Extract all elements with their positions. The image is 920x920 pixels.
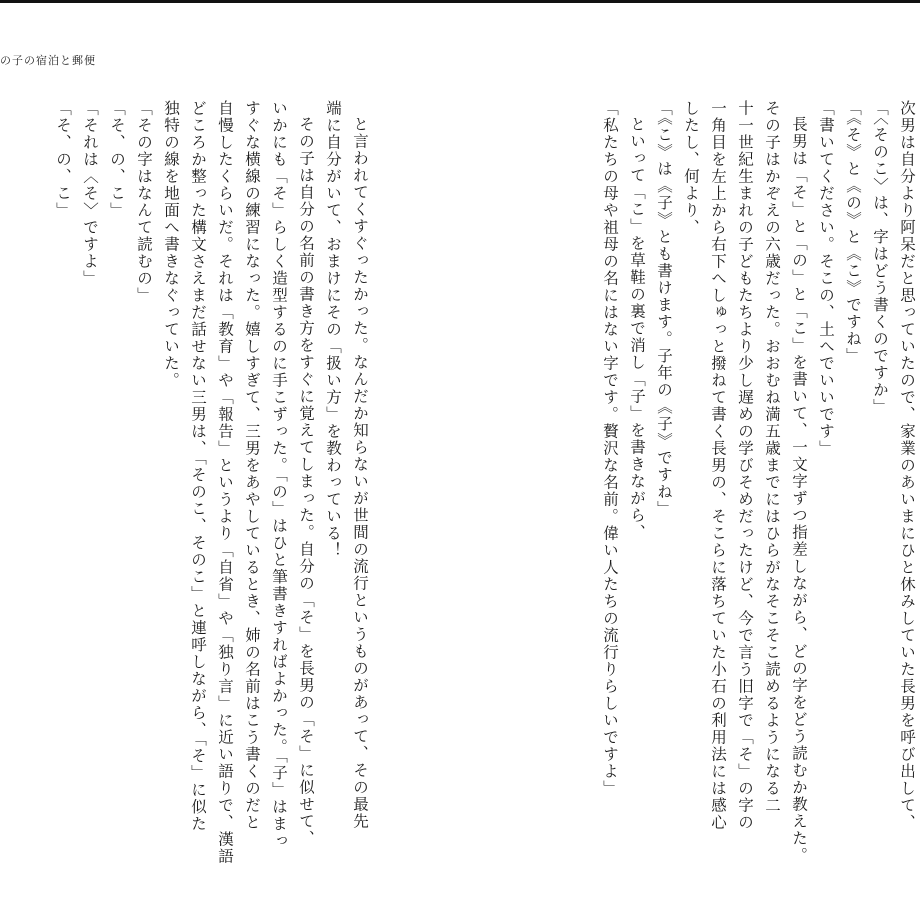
paragraph-line: 「《そ》と《の》と《こ》ですね」: [844, 100, 862, 365]
paragraph-line: その子はかぞえの六歳だった。おおむね満五歳までにはひらがなそこそこ読めるようになる二: [763, 100, 781, 814]
paragraph-line: 「その字はなんて読むの」: [135, 100, 153, 304]
paragraph-line: 十一世紀生まれの子どもたちより少し遅めの学びそめだったけど、今で言う旧字で「そ」の字の: [736, 100, 754, 831]
running-header: の子の宿泊と郵便: [0, 54, 96, 67]
paragraph-line: 「そ、の、こ」: [108, 100, 126, 219]
paragraph-line: 一角目を左上から右下へしゅっと撥ねて書く長男の、そこらに落ちていた小石の利用法には感心: [709, 100, 727, 831]
paragraph-line: したし、何より、: [682, 100, 700, 236]
paragraph-line: といって「こ」を草鞋の裏で消し「子」を書きながら、: [628, 115, 646, 541]
paragraph-line: 独特の線を地面へ書きなぐっていた。: [162, 100, 180, 389]
paragraph-line: 「そ、の、こ」: [54, 100, 72, 219]
paragraph-line: いかにも「そ」らしく造型するのに手こずった。「の」はひと筆書きすればよかった。「子」はまっ: [270, 100, 288, 850]
top-rule: [0, 0, 920, 3]
right-page-text: [545, 100, 920, 890]
paragraph-line: どころか整った構文さえまだ話せない三男は、「そのこ、そのこ」と連呼しながら、「そ」に似た: [189, 100, 207, 833]
paragraph-line: 次男は自分より阿呆だと思っていたので、家業のあいまにひと休みしていた長男を呼び出して、: [898, 100, 916, 831]
paragraph-line: 自慢したくらいだ。それは「教育」や「報告」というより「自省」や「独り言」に近い語りで、漢語: [216, 100, 234, 865]
paragraph-line: 「私たちの母や祖母の名にはない字です。贅沢な名前。偉い人たちの流行りらしいですよ」: [601, 100, 619, 797]
paragraph-line: その子は自分の名前の書き方をすぐに覚えてしまった。自分の「そ」を長男の「そ」に似せて、: [297, 115, 315, 847]
paragraph-line: 「それは〈そ〉ですよ」: [81, 100, 99, 287]
paragraph-line: 「書いてください。そこの、土へでいいです」: [817, 100, 835, 457]
paragraph-line: すぐな横線の練習になった。嬉しすぎて、三男をあやしているとき、姉の名前はこう書くのだと: [243, 100, 261, 831]
left-page-text: [0, 100, 373, 890]
paragraph-line: と言われてくすぐったかった。なんだか知らないが世間の流行というものがあって、その最先: [351, 115, 369, 830]
paragraph-line: 「〈そのこ〉は、字はどう書くのですか」: [871, 100, 889, 416]
paragraph-line: 端に自分がいて、おまけにその「扱い方」を教わっている！: [324, 100, 342, 559]
paragraph-line: 「《こ》は《子》とも書けます。子年の《子》ですね」: [655, 100, 673, 518]
paragraph-line: 長男は「そ」と「の」と「こ」を書いて、一文字ずつ指差しながら、どの字をどう読むか教えた。: [790, 115, 808, 864]
